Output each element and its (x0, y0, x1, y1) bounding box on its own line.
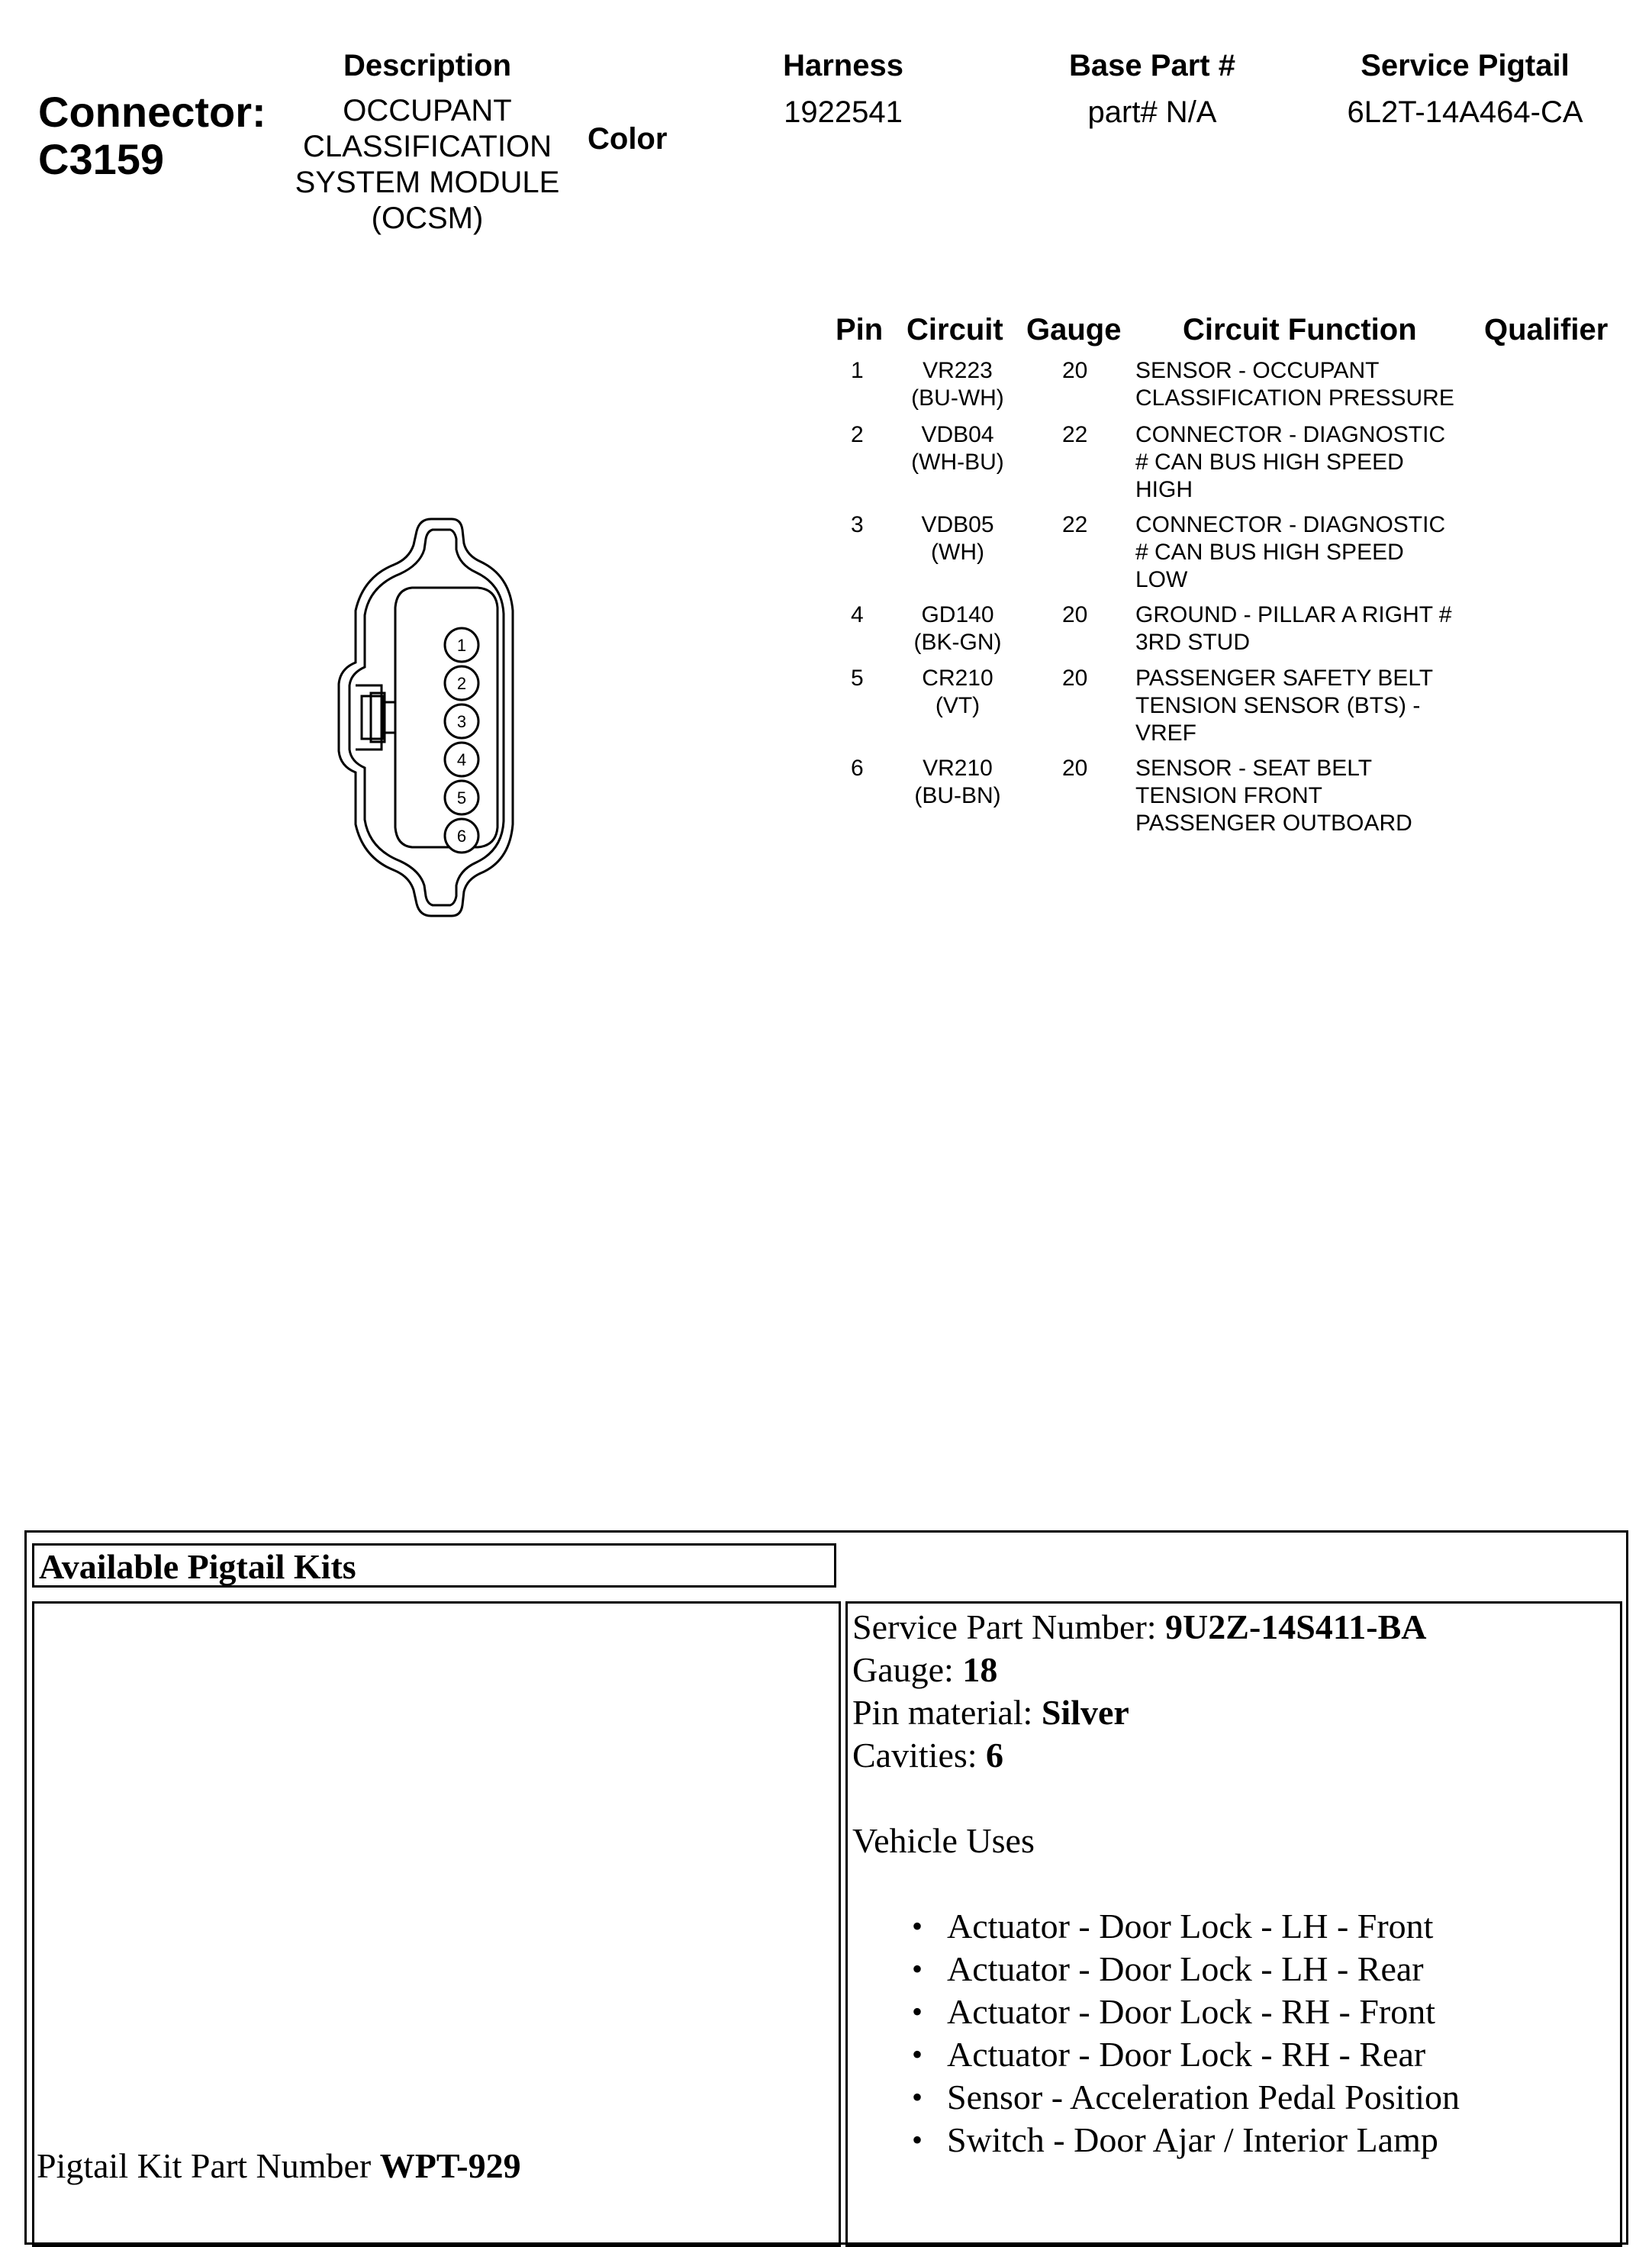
pin-material-value: Silver (1041, 1693, 1129, 1732)
function-cell (1135, 511, 1445, 594)
connector-title (38, 89, 266, 183)
circuit-color: (BU-WH) (911, 385, 1004, 411)
vehicle-uses-heading: Vehicle Uses (852, 1821, 1035, 1860)
pin-cavity-label: 6 (456, 827, 467, 846)
harness-value: 1922541 (784, 95, 903, 129)
circuit-cell (893, 511, 1022, 566)
pin-cavity-label: 4 (456, 750, 467, 769)
service-pigtail-header: Service Pigtail (1361, 49, 1570, 82)
circuit-code: VR223 (923, 358, 993, 383)
function-line: CONNECTOR - DIAGNOSTIC (1135, 512, 1446, 537)
pin-cavity-label: 5 (456, 788, 467, 808)
circuit-code: GD140 (921, 602, 994, 627)
function-line: SENSOR - SEAT BELT (1135, 756, 1373, 781)
pin-number: 2 (851, 422, 864, 447)
connector-inner-shell (349, 530, 504, 905)
pin-number: 4 (851, 602, 864, 627)
gauge-row (852, 1649, 1608, 1691)
circuit-color: (WH) (931, 540, 984, 565)
gauge-cell: 20 (1062, 666, 1088, 691)
gauge-value: 18 (962, 1650, 998, 1689)
function-line: TENSION SENSOR (BTS) - (1135, 693, 1421, 718)
circuit-cell (893, 357, 1022, 412)
base-part-header: Base Part # (1069, 49, 1235, 82)
function-cell (1135, 601, 1452, 656)
function-cell (1135, 665, 1433, 747)
gauge-column-header: Gauge (1026, 313, 1122, 347)
pin-material-label: Pin material: (852, 1693, 1033, 1732)
function-line: PASSENGER OUTBOARD (1135, 811, 1412, 836)
base-part-value: part# N/A (1087, 95, 1217, 129)
harness-header: Harness (783, 49, 903, 82)
cavities-label: Cavities: (852, 1736, 977, 1775)
function-line: HIGH (1135, 477, 1193, 502)
circuit-cell (893, 665, 1022, 720)
function-cell (1135, 357, 1454, 412)
function-line: VREF (1135, 721, 1197, 746)
pin-cavity-label: 1 (456, 636, 467, 655)
pin-number: 3 (851, 512, 864, 537)
description-line: SYSTEM MODULE (295, 166, 560, 199)
pigtail-kit-label: Pigtail Kit Part Number (37, 2146, 372, 2185)
vehicle-use-item: • Actuator - Door Lock - LH - Rear (852, 1948, 1608, 1991)
connector-label: Connector: (38, 88, 266, 136)
cavities-value: 6 (986, 1736, 1004, 1775)
circuit-cell (893, 601, 1022, 656)
connector-latch-inner (362, 696, 383, 739)
gauge-label: Gauge: (852, 1650, 954, 1689)
connector-face-diagram (305, 496, 549, 954)
color-header: Color (588, 122, 668, 156)
service-part-value: 9U2Z-14S411-BA (1165, 1607, 1427, 1646)
pin-number: 5 (851, 666, 864, 691)
gauge-cell: 20 (1062, 358, 1088, 383)
vehicle-use-item: • Actuator - Door Lock - RH - Front (852, 1991, 1608, 2033)
service-pigtail-value: 6L2T-14A464-CA (1347, 95, 1583, 129)
description-line: OCCUPANT (343, 94, 512, 127)
circuit-code: VDB05 (921, 512, 994, 537)
vehicle-use-item: • Actuator - Door Lock - LH - Front (852, 1905, 1608, 1948)
gauge-cell: 22 (1062, 422, 1088, 447)
circuit-code: CR210 (922, 666, 993, 691)
circuit-code: VR210 (923, 756, 993, 781)
description-value (279, 93, 576, 237)
function-cell (1135, 421, 1445, 504)
function-line: 3RD STUD (1135, 630, 1251, 655)
vehicle-uses-list (852, 1905, 1608, 2162)
pin-material-row (852, 1691, 1608, 1734)
service-part-label: Service Part Number: (852, 1607, 1157, 1646)
connector-id: C3159 (38, 135, 165, 183)
vehicle-use-item: • Sensor - Acceleration Pedal Position (852, 2076, 1608, 2119)
function-line: TENSION FRONT (1135, 783, 1322, 808)
function-line: SENSOR - OCCUPANT (1135, 358, 1380, 383)
circuit-code: VDB04 (921, 422, 994, 447)
function-line: GROUND - PILLAR A RIGHT # (1135, 602, 1452, 627)
function-line: # CAN BUS HIGH SPEED (1135, 540, 1404, 565)
circuit-color: (WH-BU) (911, 450, 1004, 475)
function-line: LOW (1135, 567, 1188, 592)
gauge-cell: 22 (1062, 512, 1088, 537)
service-part-row (852, 1606, 1608, 1649)
vehicle-use-item: • Actuator - Door Lock - RH - Rear (852, 2033, 1608, 2076)
vehicle-use-item: • Switch - Door Ajar / Interior Lamp (852, 2119, 1608, 2162)
circuit-color: (BK-GN) (913, 630, 1002, 655)
function-line: CLASSIFICATION PRESSURE (1135, 385, 1454, 411)
cavities-row (852, 1734, 1608, 1777)
description-header: Description (343, 49, 512, 82)
circuit-cell (893, 421, 1022, 476)
pigtail-section-title: Available Pigtail Kits (32, 1543, 836, 1588)
gauge-cell: 20 (1062, 602, 1088, 627)
circuit-color: (VT) (935, 693, 981, 718)
circuit-column-header: Circuit (907, 313, 1003, 347)
pigtail-details (852, 1606, 1608, 2162)
pin-cavity-label: 2 (456, 674, 467, 693)
description-line: CLASSIFICATION (303, 130, 552, 163)
function-column-header: Circuit Function (1183, 313, 1417, 347)
pigtail-kit-part-number (37, 2145, 521, 2187)
circuit-color: (BU-BN) (914, 783, 1001, 808)
gauge-cell: 20 (1062, 756, 1088, 781)
description-line: (OCSM) (371, 201, 484, 235)
pin-cavity-label: 3 (456, 712, 467, 731)
function-line: CONNECTOR - DIAGNOSTIC (1135, 422, 1446, 447)
function-cell (1135, 755, 1412, 837)
pin-number: 6 (851, 756, 864, 781)
pigtail-kit-number: WPT-929 (379, 2146, 521, 2185)
pin-number: 1 (851, 358, 864, 383)
qualifier-column-header: Qualifier (1484, 313, 1609, 347)
function-line: PASSENGER SAFETY BELT (1135, 666, 1434, 691)
function-line: # CAN BUS HIGH SPEED (1135, 450, 1404, 475)
circuit-cell (893, 755, 1022, 810)
pin-column-header: Pin (836, 313, 884, 347)
